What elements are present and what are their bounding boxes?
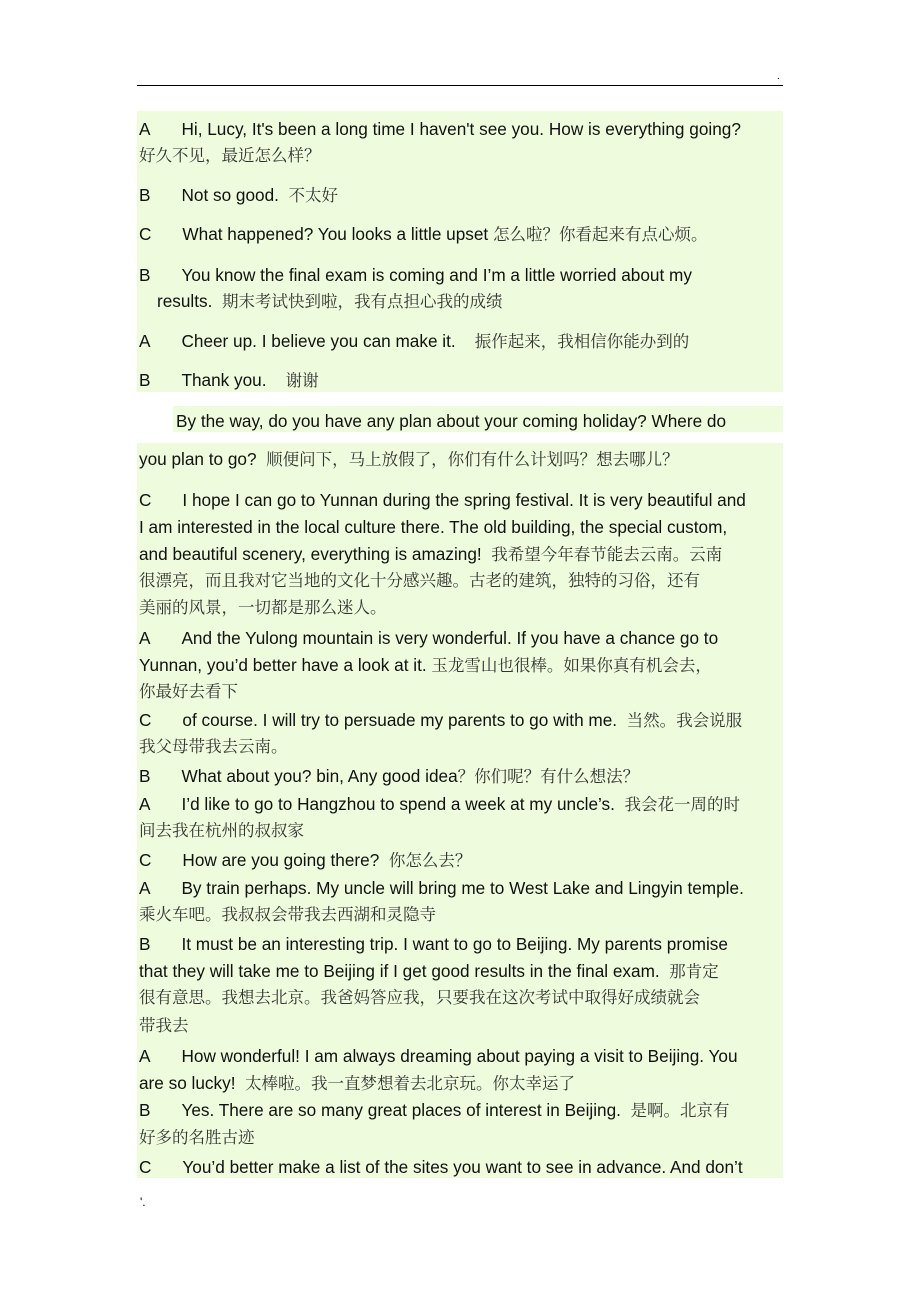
english-text: and beautiful scenery, everything is amazing! — [139, 544, 482, 564]
speaker-label: C — [139, 850, 152, 870]
chinese-text: 玉龙雪山也很棒。如果你真有机会去， — [431, 656, 712, 675]
dialogue-line — [139, 1046, 738, 1066]
english-text: You’d better make a list of the sites you want to see in advance. And don’t — [182, 1157, 743, 1177]
english-text: You know the final exam is coming and I’m a little worried about my — [181, 265, 692, 285]
chinese-text: 那肯定 — [669, 962, 719, 981]
dialogue-line — [139, 224, 708, 245]
dialogue-line-cont — [139, 655, 712, 676]
chinese-text: 好久不见，最近怎么样？ — [139, 146, 321, 165]
speaker-label: C — [139, 224, 152, 244]
chinese-text: 很漂亮，而且我对它当地的文化十分感兴趣。古老的建筑，独特的习俗，还有 — [139, 571, 700, 590]
chinese-text: 不太好 — [288, 186, 338, 205]
chinese-text: 振作起来，我相信你能办到的 — [474, 332, 690, 351]
dialogue-line — [139, 331, 689, 352]
chinese-text: 很有意思。我想去北京。我爸妈答应我，只要我在这次考试中取得好成绩就会 — [139, 988, 700, 1007]
speaker-label: A — [139, 1046, 151, 1066]
english-text: How are you going there? — [182, 850, 380, 870]
speaker-label: A — [139, 119, 151, 139]
chinese-text: 我希望今年春节能去云南。云南 — [491, 545, 723, 564]
english-text: you plan to go? — [139, 449, 257, 469]
speaker-label: A — [139, 878, 151, 898]
dialogue-line — [139, 490, 746, 510]
english-text: By the way, do you have any plan about your coming holiday? Where do — [176, 411, 727, 431]
english-text: Yunnan, you’d better have a look at it. — [139, 655, 427, 675]
dialogue-line — [139, 628, 718, 648]
chinese-text: ？你们呢？有什么想法？ — [457, 767, 640, 786]
english-text: It must be an interesting trip. I want to go to Beijing. My parents promise — [181, 934, 728, 954]
chinese-text: 当然。我会说服 — [626, 711, 743, 730]
chinese-text: 乘火车吧。我叔叔会带我去西湖和灵隐寺 — [139, 905, 436, 924]
speaker-label: C — [139, 1157, 152, 1177]
dialogue-line — [139, 794, 740, 815]
dialogue-line-cont — [139, 961, 719, 982]
english-text: By train perhaps. My uncle will bring me to West Lake and Lingyin temple. — [181, 878, 744, 898]
english-text: Thank you. — [181, 370, 267, 390]
speaker-label: C — [139, 490, 152, 510]
speaker-label: B — [139, 1100, 151, 1120]
english-text: How wonderful! I am always dreaming about paying a visit to Beijing. You — [181, 1046, 738, 1066]
speaker-label: B — [139, 265, 151, 285]
english-text: Yes. There are so many great places of interest in Beijing. — [181, 1100, 621, 1120]
english-text: are so lucky! — [139, 1073, 236, 1093]
dialogue-line-cont — [139, 1073, 575, 1094]
dialogue-line — [139, 1100, 730, 1121]
english-text: Cheer up. I believe you can make it. — [181, 331, 456, 351]
dialogue-line — [176, 411, 726, 431]
chinese-text: 太棒啦。我一直梦想着去北京玩。你太幸运了 — [245, 1074, 576, 1093]
speaker-label: A — [139, 628, 151, 648]
english-text: that they will take me to Beijing if I get good results in the final exam. — [139, 961, 660, 981]
english-text: Hi, Lucy, It's been a long time I haven't see you. How is everything going? — [181, 119, 741, 139]
dialogue-line — [139, 766, 639, 787]
english-text: And the Yulong mountain is very wonderful. If you have a chance go to — [181, 628, 719, 648]
english-text: What happened? You looks a little upset — [182, 224, 489, 244]
dialogue-line — [139, 710, 742, 731]
speaker-label: B — [139, 934, 151, 954]
footer-mark: '. — [140, 1195, 146, 1209]
chinese-text: 怎么啦？你看起来有点心烦。 — [493, 225, 708, 244]
chinese-text: 带我去 — [139, 1016, 189, 1035]
english-text: results. — [157, 291, 213, 311]
chinese-text: 是啊。北京有 — [630, 1101, 730, 1120]
dialogue-line — [139, 1157, 743, 1177]
speaker-label: B — [139, 766, 151, 786]
speaker-label: B — [139, 185, 151, 205]
speaker-label: B — [139, 370, 151, 390]
dialogue-line — [139, 934, 728, 954]
english-text: I hope I can go to Yunnan during the spring festival. It is very beautiful and — [182, 490, 746, 510]
speaker-label: C — [139, 710, 152, 730]
chinese-text: 你怎么去？ — [388, 851, 472, 870]
dialogue-line — [139, 370, 319, 391]
english-text: I’d like to go to Hangzhou to spend a week at my uncle’s. — [181, 794, 615, 814]
dialogue-line — [139, 878, 744, 898]
dialogue-line — [139, 265, 692, 285]
english-text: I am interested in the local culture there. The old building, the special custom, — [139, 517, 728, 537]
chinese-text: 美丽的风景，一切都是那么迷人。 — [139, 598, 387, 617]
header-rule — [137, 85, 783, 86]
dialogue-line-cont — [139, 449, 679, 470]
chinese-text: 你最好去看下 — [139, 682, 238, 701]
chinese-text: 我会花一周的时 — [624, 795, 740, 814]
speaker-label: A — [139, 331, 151, 351]
chinese-text: 间去我在杭州的叔叔家 — [139, 821, 304, 840]
english-text: of course. I will try to persuade my parents to go with me. — [182, 710, 618, 730]
chinese-text: 期末考试快到啦，我有点担心我的成绩 — [221, 292, 503, 311]
dialogue-line-cont — [139, 544, 722, 565]
chinese-text: 我父母带我去云南。 — [139, 737, 288, 756]
speaker-label: A — [139, 794, 151, 814]
english-text: Not so good. — [181, 185, 279, 205]
chinese-text: 顺便问下，马上放假了，你们有什么计划吗？想去哪儿？ — [266, 450, 679, 469]
english-text: What about you? bin, Any good idea — [181, 766, 458, 786]
dialogue-line-cont — [157, 291, 502, 312]
header-mark: . — [777, 71, 780, 82]
dialogue-line — [139, 119, 741, 139]
chinese-text: 谢谢 — [285, 371, 319, 390]
dialogue-line — [139, 850, 471, 871]
dialogue-line — [139, 185, 338, 206]
chinese-text: 好多的名胜古迹 — [139, 1128, 255, 1147]
